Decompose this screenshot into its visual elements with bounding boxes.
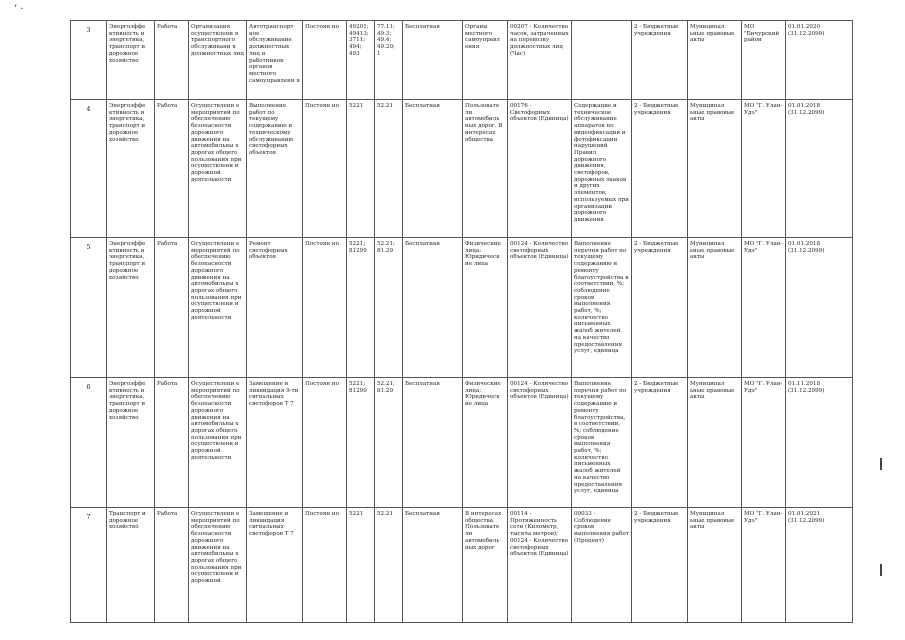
content-cell: Автотранспорт ное обслуживание должностных лиц и работников органов местного самоуправлени я: [247, 21, 303, 100]
okved2-cell: 77.11; 49.3; 49.4; 49.20; 1: [375, 21, 403, 100]
volume-indicator-cell: 00114 - Протяженность сети (Километр, тысяча метров); 00124 - Количество светофорных объектов (Единица): [508, 508, 572, 623]
type-cell: Работа: [155, 378, 189, 508]
conditions-cell: Постоян но: [303, 378, 347, 508]
quality-indicator-cell: 00033 - Соблюдение сроков выполнения работ (Процент): [572, 508, 632, 623]
service-name-cell: Осуществлени е мероприятий по обеспечению безопасности дорожного движения на автомобильны х дорогах общего пользования при осуществлени и дорожной деятельности: [189, 100, 247, 238]
okved-cell: 5221; 81299: [347, 378, 375, 508]
okved2-cell: 52.21; 81.29: [375, 238, 403, 378]
table-row: [71, 238, 853, 378]
table-row: [71, 21, 853, 100]
content-cell: Ремонт светофорных объектов: [247, 238, 303, 378]
okved2-cell: 52.21: [375, 100, 403, 238]
row-number: 5: [71, 238, 107, 378]
activity-sphere-cell: Энергоэффе ктивность и энергетика, транспорт и дорожное хозяйство: [107, 238, 155, 378]
municipality-cell: МО "Г. Улан-Удэ": [742, 508, 786, 623]
consumers-cell: Органы местного самоуправл ения: [463, 21, 508, 100]
scan-margin-mark: [880, 564, 882, 576]
municipality-cell: МО "Г. Улан-Удэ": [742, 100, 786, 238]
activity-sphere-cell: Энергоэффе ктивность и энергетика, транспорт и дорожное хозяйство: [107, 378, 155, 508]
consumers-cell: В интересах общества. Пользовате ли автомобиль ных дорог: [463, 508, 508, 623]
okved2-cell: 52.21: [375, 508, 403, 623]
volume-indicator-cell: 00176 - Светофорных объектов (Единица): [508, 100, 572, 238]
dates-cell: 01.01.2020 (31.12.2099): [786, 21, 853, 100]
okved-cell: 5221: [347, 508, 375, 623]
table-row: [71, 378, 853, 508]
okved-cell: 5221: [347, 100, 375, 238]
conditions-cell: Постоян но: [303, 100, 347, 238]
legal-acts-cell: Муниципал ьные правовые акты: [688, 100, 742, 238]
conditions-cell: Постоян но: [303, 21, 347, 100]
type-cell: Работа: [155, 100, 189, 238]
content-cell: Замещение и ликвидация сигнальных светофоров Т 7: [247, 508, 303, 623]
table-row: [71, 508, 853, 623]
municipality-cell: МО "Г. Улан-Удэ": [742, 238, 786, 378]
legal-acts-cell: Муниципал ьные правовые акты: [688, 508, 742, 623]
consumers-cell: Пользовате ли автомобиль ных дорог. В интересах общества: [463, 100, 508, 238]
volume-indicator-cell: 00207 - Количество часов, затраченных на перевозку должностных лиц (Час): [508, 21, 572, 100]
consumers-cell: Физические лица; Юридическ ие лица: [463, 378, 508, 508]
okved-cell: 49201; 49413; 3711; 494; 493: [347, 21, 375, 100]
institution-type-cell: 2 - Бюджетные учреждения: [632, 378, 688, 508]
content-cell: Замещение и ликвидация 9-ти сигнальных светофоров Т 7: [247, 378, 303, 508]
institution-type-cell: 2 - Бюджетные учреждения: [632, 100, 688, 238]
service-name-cell: Осуществлени е мероприятий по обеспечению безопасности дорожного движения на автомобильны х дорогах общего пользования при осуществлени и дорожной деятельности: [189, 238, 247, 378]
volume-indicator-cell: 00124 - Количество светофорных объектов (Единица): [508, 378, 572, 508]
legal-acts-cell: Муниципал ьные правовые акты: [688, 238, 742, 378]
dates-cell: 01.01.2021 (31.12.2099): [786, 508, 853, 623]
quality-indicator-cell: Содержание и техническое обслуживание аппаратов по видеофиксации и фотофиксации нарушений Правил дорожного движения, светофоров, дорожных знаков и других элементов, используемых при организации дорожного движения: [572, 100, 632, 238]
payment-cell: Бесплатная: [403, 238, 463, 378]
conditions-cell: Постоян но: [303, 508, 347, 623]
content-cell: Выполнение работ по текущему содержанию и техническому обслуживанию светофорных объектов: [247, 100, 303, 238]
quality-indicator-cell: [572, 21, 632, 100]
table-row: [71, 100, 853, 238]
okved-cell: 5221; 81299: [347, 238, 375, 378]
dates-cell: 01.01.2018 (31.12.2099): [786, 100, 853, 238]
service-name-cell: Организация осуществлени я транспортного обслуживани я должностных лиц: [189, 21, 247, 100]
municipality-cell: МО "Бичурский район: [742, 21, 786, 100]
scan-mark: ’ ·: [14, 4, 24, 15]
activity-sphere-cell: Транспорт и дорожное хозяйство: [107, 508, 155, 623]
payment-cell: Бесплатная: [403, 378, 463, 508]
quality-indicator-cell: Выполнение перечня работ по текущему содержанию и ремонту благоустройства, в соответствии, %; соблюдение сроков выполнения работ, %; количество письменных жалоб жителей на качество предоставления услуг, единица: [572, 378, 632, 508]
service-name-cell: Осуществлени е мероприятий по обеспечению безопасности дорожного движения на автомобильны х дорогах общего пользования при осуществлени и дорожной: [189, 508, 247, 623]
type-cell: Работа: [155, 508, 189, 623]
legal-acts-cell: Муниципал ьные правовые акты: [688, 378, 742, 508]
type-cell: Работа: [155, 21, 189, 100]
institution-type-cell: 2 - Бюджетные учреждения: [632, 508, 688, 623]
okved2-cell: 52.21; 81.29: [375, 378, 403, 508]
services-register-table: [70, 20, 853, 623]
dates-cell: 01.11.2018 (31.12.2099): [786, 378, 853, 508]
payment-cell: Бесплатная: [403, 21, 463, 100]
row-number: 7: [71, 508, 107, 623]
consumers-cell: Физические лица; Юридическ ие лица: [463, 238, 508, 378]
municipality-cell: МО "Г. Улан-Удэ": [742, 378, 786, 508]
payment-cell: Бесплатная: [403, 100, 463, 238]
row-number: 3: [71, 21, 107, 100]
activity-sphere-cell: Энергоэффе ктивность и энергетика, транспорт и дорожное хозяйство: [107, 100, 155, 238]
institution-type-cell: 2 - Бюджетные учреждения: [632, 238, 688, 378]
activity-sphere-cell: Энергоэффе ктивность и энергетика, транспорт и дорожное хозяйство: [107, 21, 155, 100]
row-number: 4: [71, 100, 107, 238]
quality-indicator-cell: Выполнение перечня работ по текущему содержанию и ремонту благоустройства в соответствии, %; соблюдение сроков выполнения работ, %; количество письменных жалоб жителей на качество предоставления услуг, единица: [572, 238, 632, 378]
scan-margin-mark: [880, 458, 882, 470]
legal-acts-cell: Муниципал ьные правовые акты: [688, 21, 742, 100]
conditions-cell: Постоян но: [303, 238, 347, 378]
type-cell: Работа: [155, 238, 189, 378]
row-number: 6: [71, 378, 107, 508]
institution-type-cell: 2 - Бюджетные учреждения: [632, 21, 688, 100]
volume-indicator-cell: 00124 - Количество светофорных объектов (Единица): [508, 238, 572, 378]
dates-cell: 01.01.2018 (31.12.2099): [786, 238, 853, 378]
service-name-cell: Осуществлени е мероприятий по обеспечению безопасности дорожного движения на автомобильны х дорогах общего пользования при осуществлени и дорожной деятельности: [189, 378, 247, 508]
payment-cell: Бесплатная: [403, 508, 463, 623]
